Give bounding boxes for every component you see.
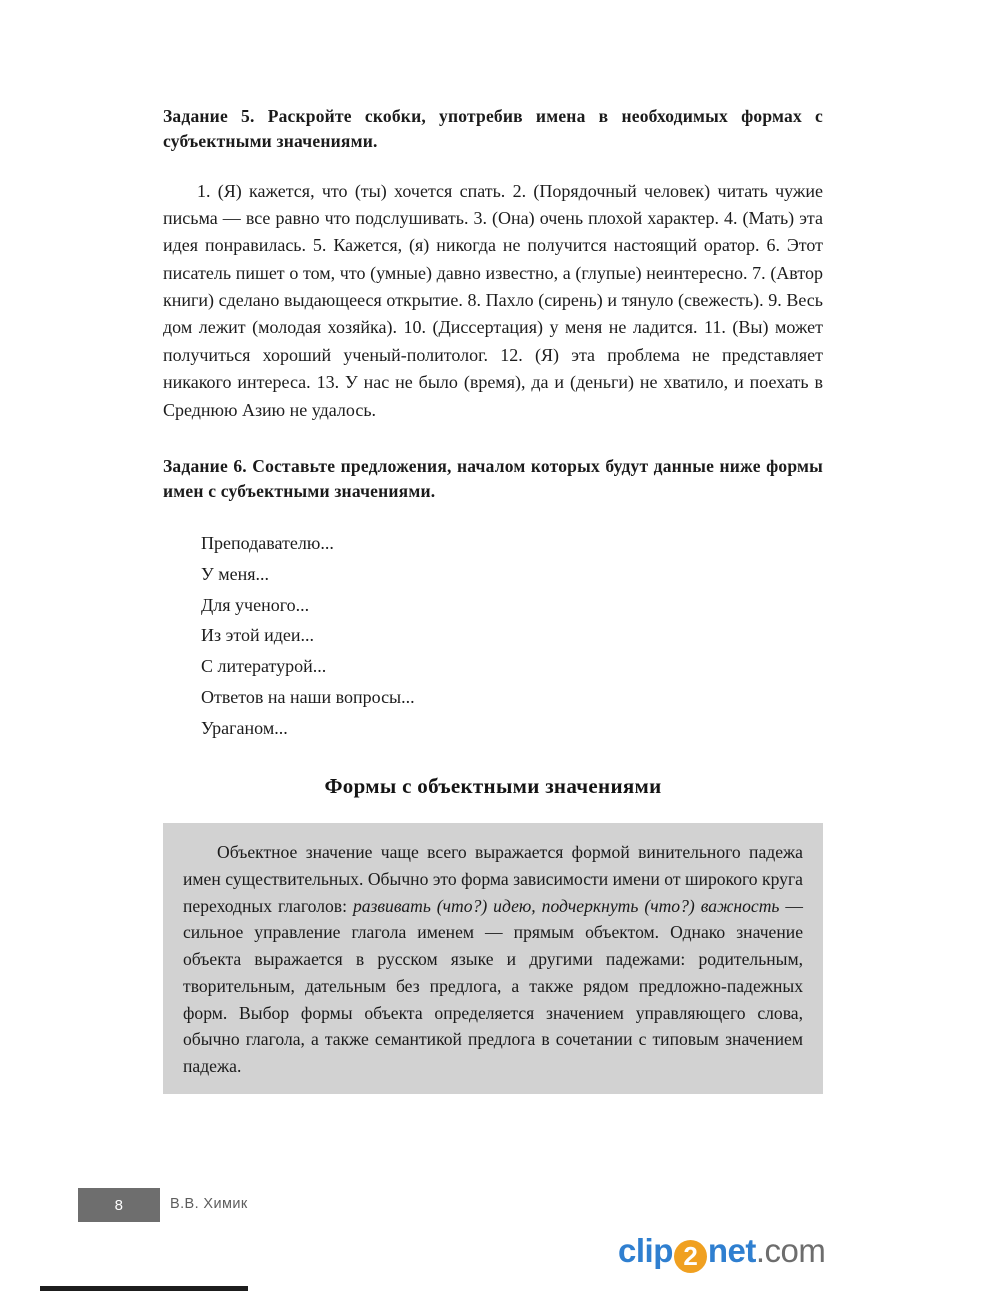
- definition-box: [163, 823, 823, 1094]
- task5-body: 1. (Я) кажется, что (ты) хочется спать. 2. (Порядочный человек) читать чужие письма — все равно что подслушивать. 3. (Она) очень плохой характер. 4. (Мать) эта идея понравилась. 5. Кажется, (я) никогда не получится настоящий оратор. 6. Этот писатель пишет о том, что (умные) давно известно, а (глупые) неинтересно. 7. (Автор книги) сделано выдающееся открытие. 8. Пахло (сирень) и тянуло (свежесть). 9. Весь дом лежит (молодая хозяйка). 10. (Диссертация) у меня не ладится. 11. (Вы) может получиться хороший ученый-политолог. 12. (Я) эта проблема не представляет никакого интереса. 13. У нас не было (время), да и (деньги) не хватило, и поехать в Среднюю Азию не удалось.: [163, 180, 823, 420]
- definition-text-part1: Объектное значение чаще всего выражается формой винительного падежа имен существительных. Обычно это форма зависимости имени от широкого круга переходных глаголов:: [183, 842, 803, 916]
- watermark-two-badge: 2: [674, 1240, 707, 1273]
- list-item: У меня...: [201, 563, 270, 584]
- spacer: [163, 424, 823, 454]
- definition-text-italic: развивать (что?) идею, подчеркнуть (что?) важность: [352, 895, 780, 916]
- task6-forms-list: [163, 528, 823, 745]
- bottom-rule: [40, 1286, 248, 1291]
- spacer: [163, 504, 823, 528]
- list-item: Для ученого...: [201, 594, 310, 615]
- page-number-badge: 8: [78, 1188, 160, 1222]
- watermark-clip-text: clip: [618, 1232, 673, 1269]
- list-item: С литературой...: [201, 656, 327, 677]
- page-footer: [78, 1188, 578, 1222]
- page-content: [163, 104, 823, 1094]
- watermark-net-text: net: [707, 1232, 756, 1269]
- list-item: Ураганом...: [201, 718, 288, 739]
- section-title: Формы с объектными значениями: [324, 774, 662, 799]
- task5-heading: Задание 5. Раскройте скобки, употребив имена в необходимых формах с субъектными значениями.: [163, 106, 823, 151]
- spacer: [163, 799, 823, 823]
- list-item: Ответов на наши вопросы...: [201, 687, 415, 708]
- definition-text-part2: — сильное управление глагола именем — прямым объектом. Однако значение объекта выражается в русском языке и другими падежами: родительным, творительным, дательным без предлога, а также рядом предложно-падежных форм. Выбор формы объекта определяется значением управляющего слова, обычно глагола, а также семантикой предлога в сочетании с типовым значением падежа.: [183, 895, 803, 1077]
- clip2net-watermark: [618, 1232, 825, 1273]
- task6-heading: Задание 6. Составьте предложения, началом которых будут данные ниже формы имен с субъектными значениями.: [163, 455, 823, 501]
- definition-box-text: [183, 839, 803, 1080]
- list-item: Преподавателю...: [201, 532, 334, 553]
- list-item: Из этой идеи...: [201, 625, 315, 646]
- footer-author: В.В. Химик: [170, 1196, 248, 1212]
- watermark-com-text: .com: [755, 1232, 826, 1269]
- spacer: [163, 154, 823, 178]
- spacer: [163, 744, 823, 774]
